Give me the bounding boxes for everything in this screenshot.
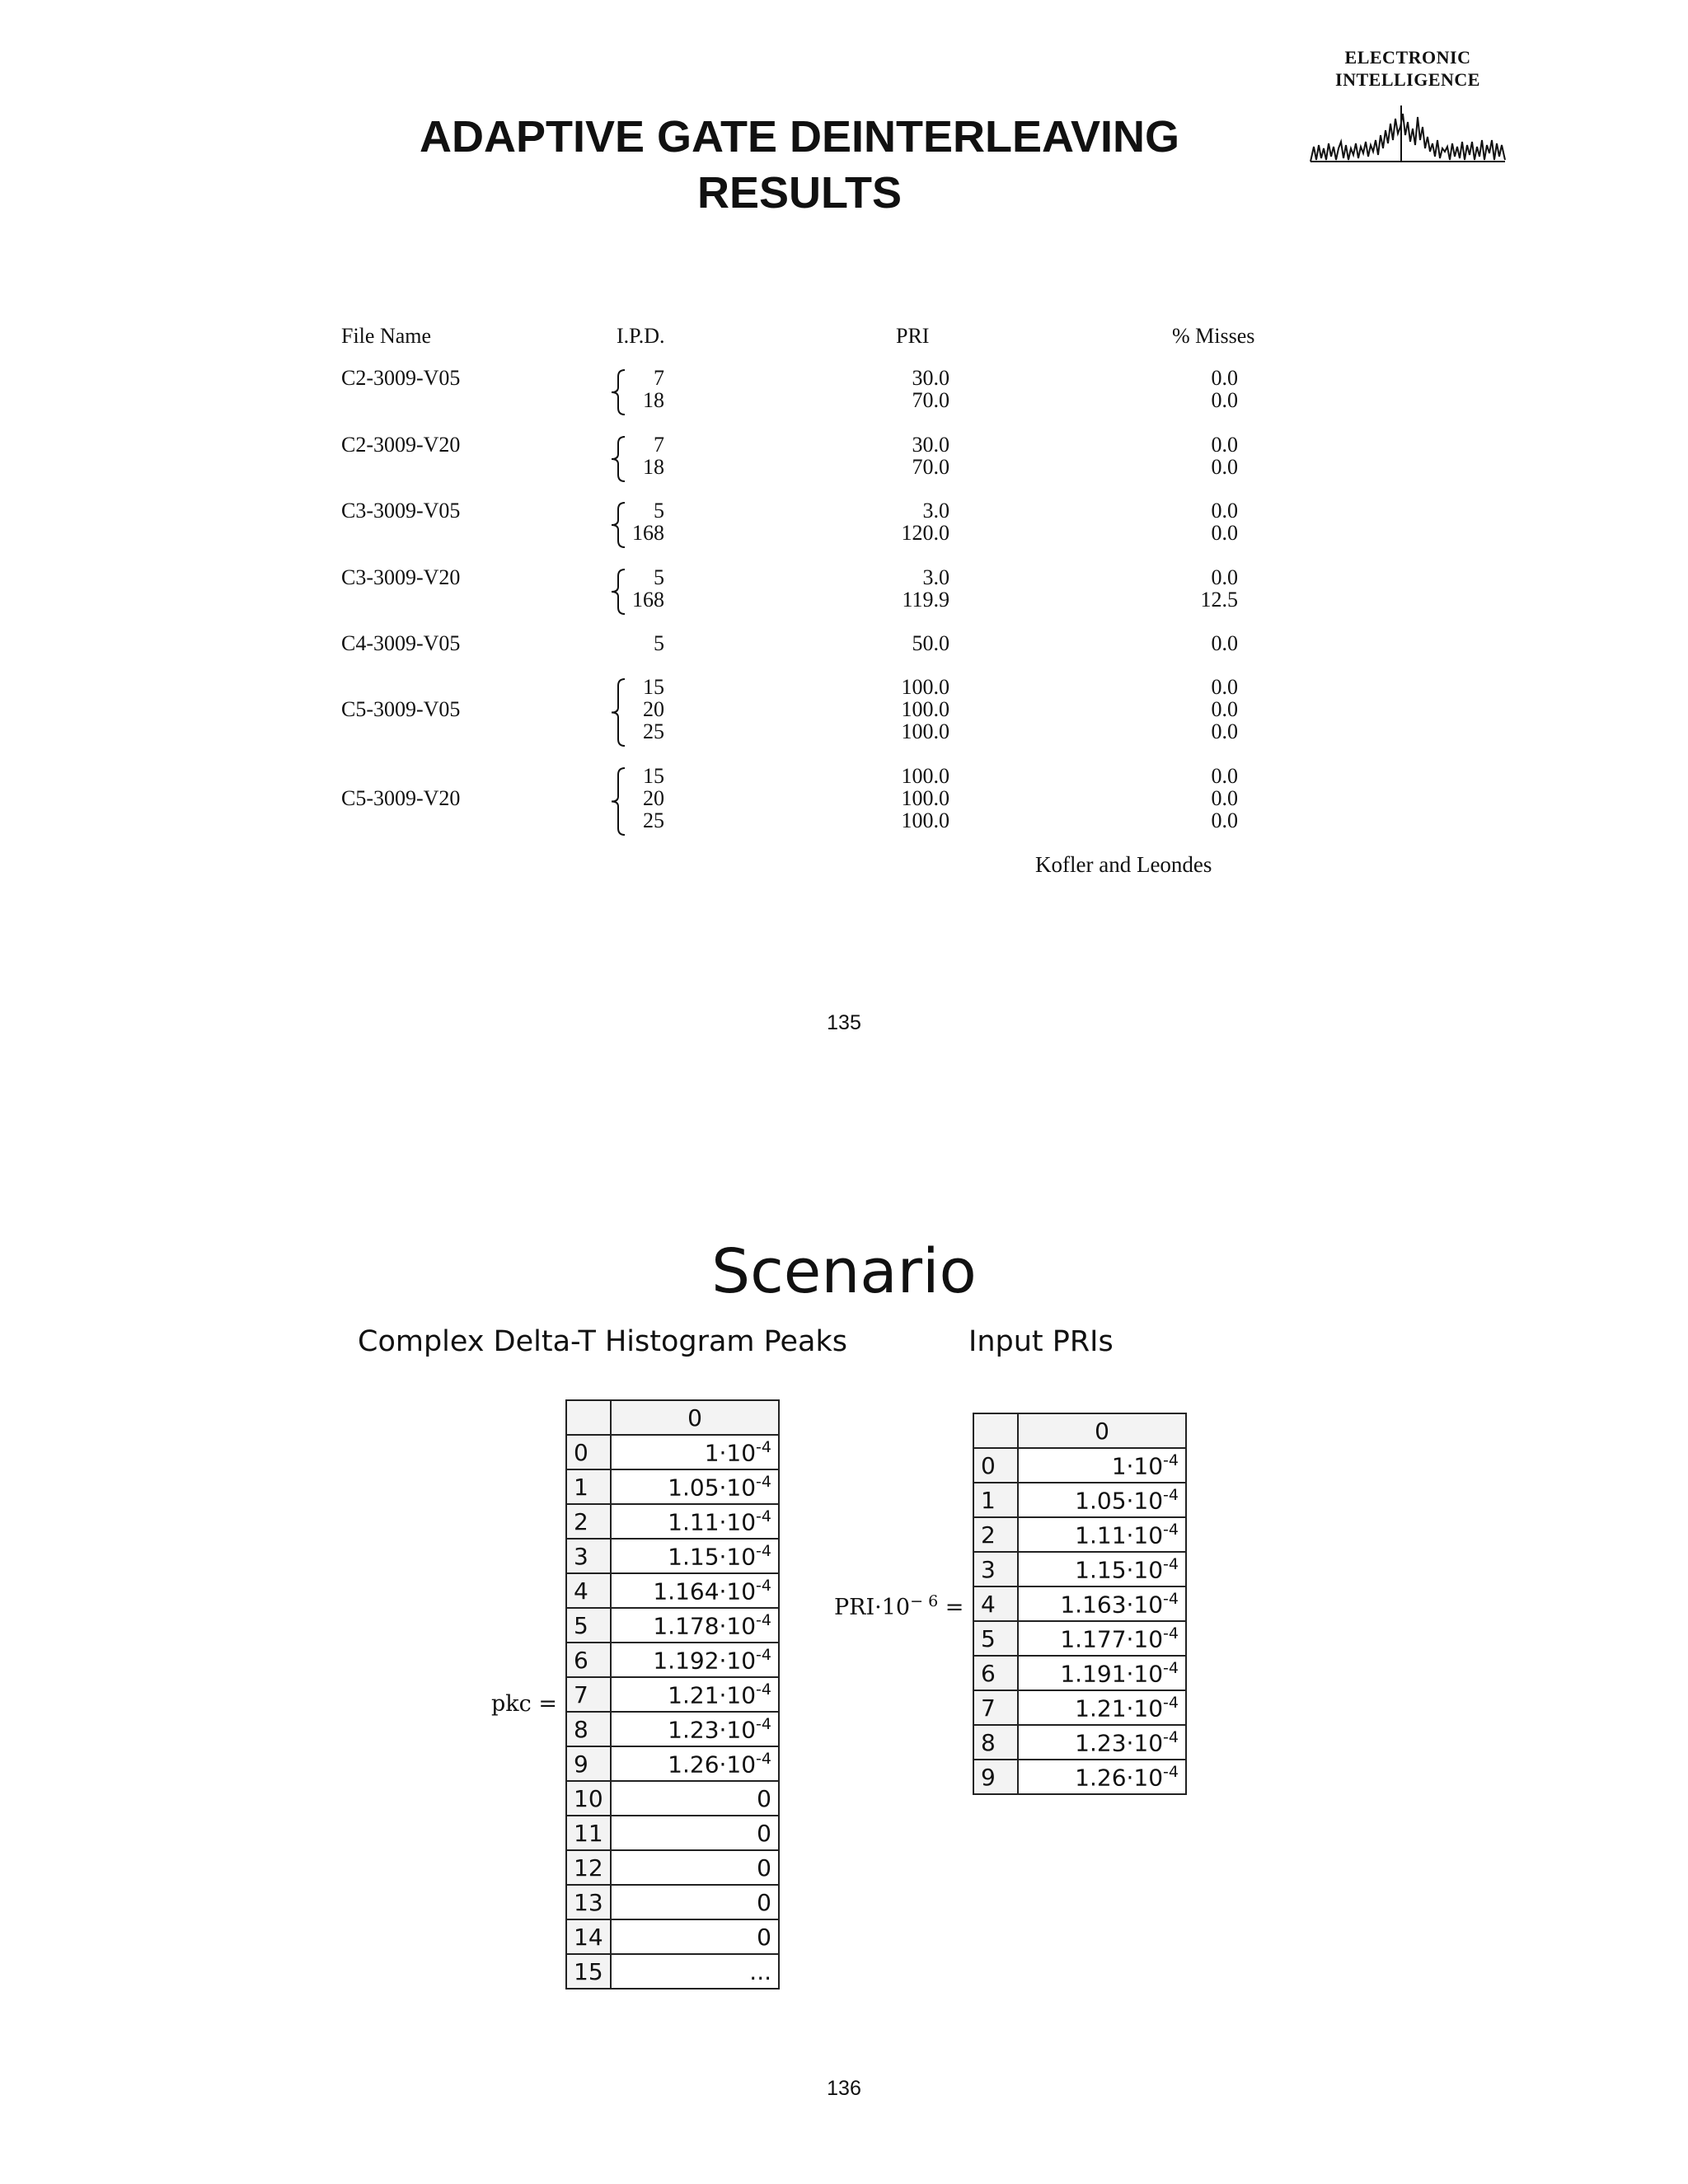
value-cell [611,1469,779,1504]
row-index: 3 [566,1539,611,1573]
value-cell [1018,1690,1186,1725]
page-number-135: 135 [827,1011,861,1034]
table-row [973,1690,1186,1725]
pkc-label: pkc = [491,1691,557,1717]
value-cell [1018,1725,1186,1760]
table-row [566,1712,779,1746]
ipd-cell: 168 [632,588,664,612]
table-row [566,1954,779,1989]
value-exponent: -4 [756,1541,771,1560]
value-cell [611,1435,779,1469]
row-index: 2 [973,1517,1018,1552]
title-line-1: ADAPTIVE GATE DEINTERLEAVING [419,112,1180,162]
value-mantissa: 1.15·10 [1075,1556,1164,1584]
pri-cell: 100.0 [901,808,950,832]
pri-cell: 119.9 [902,588,950,612]
value-cell [611,1885,779,1919]
pri-cell: 100.0 [901,764,950,788]
table-row [566,1850,779,1885]
value-exponent: -4 [1163,1624,1179,1643]
header-file-name: File Name [341,324,432,348]
row-index: 8 [566,1712,611,1746]
value-cell [611,1573,779,1608]
pri-matrix-table [973,1413,1187,1795]
misses-cell: 0.0 [1211,521,1238,545]
file-name-cell: C2-3009-V20 [341,433,461,457]
misses-cell: 0.0 [1211,433,1238,457]
ipd-cell: 15 [643,764,664,788]
ipd-cell: 5 [654,565,664,589]
pri-label [834,1592,964,1620]
value-mantissa: 1.23·10 [1075,1729,1164,1757]
pri-label-equals: = [945,1595,964,1620]
value-cell [1018,1586,1186,1621]
value-cell [1018,1483,1186,1517]
pri-cell: 50.0 [912,631,950,655]
value-cell [1018,1760,1186,1794]
ipd-cell: 18 [643,455,664,479]
table-row [566,1781,779,1816]
value-cell [611,1746,779,1781]
table-row [566,1746,779,1781]
scenario-title: Scenario [711,1236,977,1307]
table-row [973,1621,1186,1656]
row-index: 9 [566,1746,611,1781]
value-cell [611,1608,779,1643]
table-row [973,1517,1186,1552]
pri-cell: 30.0 [912,433,950,457]
table-row [973,1448,1186,1483]
pri-label-base: PRI·10 [834,1595,911,1620]
value-cell [1018,1552,1186,1586]
row-index: 1 [566,1469,611,1504]
value-mantissa: 1.178·10 [653,1612,757,1640]
value-mantissa: 0 [757,1854,771,1882]
value-exponent: -4 [756,1610,771,1629]
signal-waveform-icon [1309,94,1507,168]
table-row [566,1816,779,1850]
value-cell [611,1677,779,1712]
table-row [566,1504,779,1539]
corner-cell [566,1400,611,1435]
value-mantissa: 1·10 [704,1439,757,1467]
row-index: 4 [973,1586,1018,1621]
value-exponent: -4 [1163,1762,1179,1781]
table-row [973,1586,1186,1621]
table-row [566,1469,779,1504]
value-exponent: -4 [1163,1554,1179,1573]
value-cell [611,1643,779,1677]
logo-line-1: ELECTRONIC [1344,47,1471,68]
file-name-cell: C5-3009-V20 [341,786,461,810]
row-index: 7 [566,1677,611,1712]
row-index: 0 [566,1435,611,1469]
pri-label-exponent: − 6 [910,1592,939,1610]
corner-cell [973,1413,1018,1448]
ipd-cell: 25 [643,808,664,832]
misses-cell: 0.0 [1211,764,1238,788]
table-row [973,1552,1186,1586]
misses-cell: 0.0 [1211,366,1238,390]
pri-cell: 120.0 [901,521,950,545]
table-row [566,1573,779,1608]
ipd-cell: 20 [643,786,664,810]
value-exponent: -4 [756,1714,771,1733]
row-index: 8 [973,1725,1018,1760]
table-row [973,1725,1186,1760]
misses-cell: 0.0 [1211,786,1238,810]
ipd-cell: 5 [654,631,664,655]
pkc-matrix-table [565,1399,780,1990]
file-name-cell: C3-3009-V20 [341,565,461,589]
row-index: 10 [566,1781,611,1816]
value-mantissa: 1.21·10 [1075,1694,1164,1722]
value-mantissa: 0 [757,1923,771,1951]
row-index: 6 [566,1643,611,1677]
misses-cell: 0.0 [1211,455,1238,479]
value-cell [611,1919,779,1954]
value-mantissa: 1.11·10 [1075,1521,1164,1549]
table-row [566,1919,779,1954]
misses-cell: 0.0 [1211,565,1238,589]
row-index: 14 [566,1919,611,1954]
ipd-cell: 20 [643,697,664,721]
value-mantissa: 1.23·10 [668,1716,757,1744]
ipd-cell: 5 [654,499,664,523]
value-mantissa: 1.21·10 [668,1681,757,1709]
ipd-cell: 15 [643,675,664,699]
header-pri: PRI [896,324,930,348]
logo-line-2: INTELLIGENCE [1335,69,1480,90]
value-exponent: -4 [756,1645,771,1664]
row-index: 9 [973,1760,1018,1794]
header-misses: % Misses [1172,324,1255,348]
value-cell [1018,1656,1186,1690]
misses-cell: 0.0 [1211,808,1238,832]
value-mantissa: 0 [757,1784,771,1812]
table-row [566,1435,779,1469]
title-line-2: RESULTS [696,168,902,218]
table-row [973,1483,1186,1517]
ipd-cell: 7 [654,433,664,457]
ipd-cell: 18 [643,388,664,412]
row-index: 12 [566,1850,611,1885]
value-mantissa: 1.163·10 [1060,1591,1164,1619]
value-cell [1018,1517,1186,1552]
value-mantissa: 1.191·10 [1060,1660,1164,1688]
column-header: 0 [1018,1413,1186,1448]
file-name-cell: C2-3009-V05 [341,366,461,390]
pri-cell: 3.0 [922,565,950,589]
ipd-cell: 25 [643,719,664,743]
value-cell [611,1850,779,1885]
header-ipd: I.P.D. [617,324,665,348]
value-exponent: -4 [756,1437,771,1456]
misses-cell: 0.0 [1211,631,1238,655]
value-exponent: -4 [1163,1589,1179,1608]
row-index: 11 [566,1816,611,1850]
ipd-cell: 168 [632,521,664,545]
electronic-intelligence-logo [1309,46,1507,170]
value-mantissa: 1.26·10 [668,1750,757,1779]
value-exponent: -4 [1163,1451,1179,1469]
value-mantissa: 1.26·10 [1075,1764,1164,1792]
left-heading: Complex Delta-T Histogram Peaks [358,1325,847,1358]
row-index: 5 [973,1621,1018,1656]
misses-cell: 0.0 [1211,697,1238,721]
value-mantissa: ... [749,1957,771,1985]
value-exponent: -4 [756,1507,771,1526]
misses-cell: 0.0 [1211,719,1238,743]
ipd-cell: 7 [654,366,664,390]
value-exponent: -4 [1163,1485,1179,1504]
value-mantissa: 1.11·10 [668,1508,757,1536]
row-index: 0 [973,1448,1018,1483]
value-exponent: -4 [756,1749,771,1768]
value-cell [1018,1448,1186,1483]
value-mantissa: 1.177·10 [1060,1625,1164,1653]
misses-cell: 0.0 [1211,675,1238,699]
value-exponent: -4 [756,1576,771,1595]
table-row [973,1656,1186,1690]
value-mantissa: 1.192·10 [653,1647,757,1675]
value-cell [611,1954,779,1989]
row-index: 5 [566,1608,611,1643]
value-exponent: -4 [1163,1658,1179,1677]
row-index: 15 [566,1954,611,1989]
value-cell [611,1781,779,1816]
value-mantissa: 1.05·10 [1075,1487,1164,1515]
pri-cell: 100.0 [901,697,950,721]
pri-cell: 100.0 [901,719,950,743]
value-exponent: -4 [1163,1520,1179,1539]
attribution: Kofler and Leondes [1035,852,1212,877]
row-index: 3 [973,1552,1018,1586]
value-exponent: -4 [756,1472,771,1491]
value-exponent: -4 [756,1680,771,1699]
value-mantissa: 1·10 [1111,1452,1164,1480]
pri-cell: 70.0 [912,455,950,479]
value-cell [611,1712,779,1746]
file-name-cell: C4-3009-V05 [341,631,461,655]
value-mantissa: 0 [757,1819,771,1847]
pri-cell: 100.0 [901,675,950,699]
value-exponent: -4 [1163,1727,1179,1746]
row-index: 1 [973,1483,1018,1517]
misses-cell: 0.0 [1211,388,1238,412]
table-row [973,1760,1186,1794]
page-number-136: 136 [827,2077,861,2100]
pri-cell: 30.0 [912,366,950,390]
value-cell [611,1816,779,1850]
value-cell [1018,1621,1186,1656]
row-index: 6 [973,1656,1018,1690]
row-index: 7 [973,1690,1018,1725]
page-title [313,109,1286,221]
table-row [566,1885,779,1919]
value-cell [611,1539,779,1573]
table-row [566,1608,779,1643]
pri-cell: 100.0 [901,786,950,810]
table-row [566,1643,779,1677]
column-header: 0 [611,1400,779,1435]
file-name-cell: C5-3009-V05 [341,697,461,721]
value-mantissa: 1.164·10 [653,1577,757,1605]
misses-cell: 0.0 [1211,499,1238,523]
table-row [566,1539,779,1573]
value-exponent: -4 [1163,1693,1179,1712]
pri-cell: 3.0 [922,499,950,523]
value-mantissa: 1.15·10 [668,1543,757,1571]
value-mantissa: 1.05·10 [668,1474,757,1502]
value-mantissa: 0 [757,1888,771,1916]
file-name-cell: C3-3009-V05 [341,499,461,523]
right-heading: Input PRIs [968,1325,1114,1358]
table-row [566,1677,779,1712]
row-index: 13 [566,1885,611,1919]
value-cell [611,1504,779,1539]
misses-cell: 12.5 [1200,588,1238,612]
row-index: 4 [566,1573,611,1608]
row-index: 2 [566,1504,611,1539]
pri-cell: 70.0 [912,388,950,412]
